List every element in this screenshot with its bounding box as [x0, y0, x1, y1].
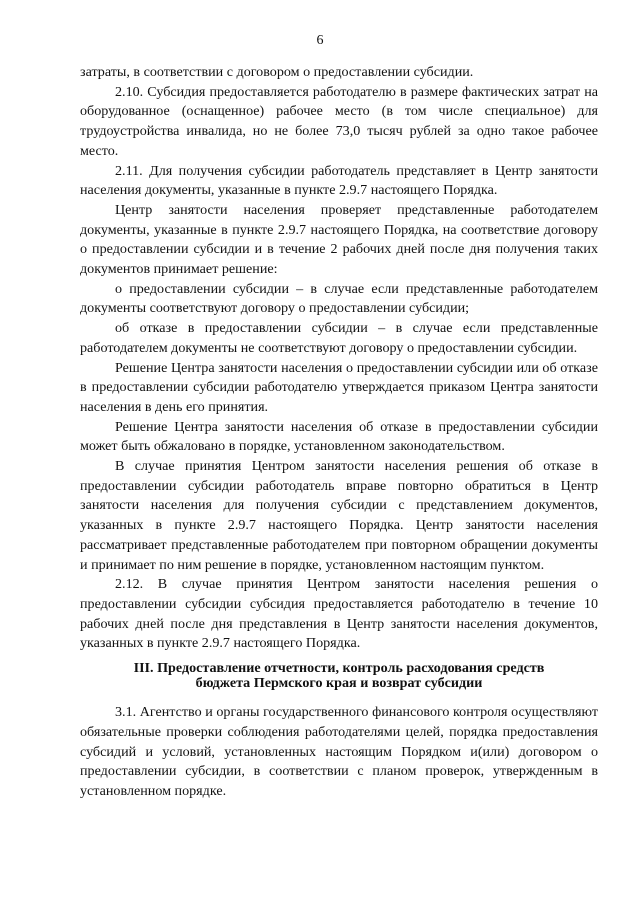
paragraph-verification: Центр занятости населения проверяет представленные работодателем документы, указанные в пункте 2.9.7 настоящего Порядка, на соответствие договору о предоставлении субсидии и в течение 2 рабочих дней после дня получения таких документов принимает решение:: [80, 201, 598, 278]
section-heading: [80, 661, 598, 691]
paragraph-continuation: затраты, в соответствии с договором о предоставлении субсидии.: [80, 64, 474, 80]
paragraph-2-10: 2.10. Субсидия предоставляется работодателю в размере фактических затрат на оборудованное (оснащенное) рабочее место (в том числе специальное) для трудоустройства инвалида, но не более 73,0 тысяч рублей за одно такое рабочее место.: [80, 83, 598, 159]
paragraph-decision-approval: Решение Центра занятости населения о предоставлении субсидии или об отказе в предоставлении субсидии работодателю утверждается приказом Центра занятости населения в день его принятия.: [80, 359, 598, 415]
page-number: 6: [316, 33, 324, 48]
paragraph-3-1: 3.1. Агентство и органы государственного финансового контроля осуществляют обязательные проверки соблюдения работодателями целей, порядка предоставления субсидий и условий, установленных настоящим Порядком и(или) договором о предоставлении субсидии, в соответствии с планом проверок, утвержденным в установленном порядке.: [80, 704, 598, 799]
paragraph-2-11: 2.11. Для получения субсидии работодатель представляет в Центр занятости населения документы, указанные в пункте 2.9.7 настоящего Порядка.: [80, 162, 598, 199]
document-body: [80, 63, 598, 802]
section-heading-line-2: бюджета Пермского края и возврат субсидии: [195, 675, 483, 692]
section-heading-line-1: III. Предоставление отчетности, контроль расходования средств: [133, 660, 545, 677]
paragraph-appeal: Решение Центра занятости населения об отказе в предоставлении субсидии может быть обжаловано в порядке, установленном законодательством.: [80, 418, 598, 455]
paragraph-2-12: 2.12. В случае принятия Центром занятости населения решения о предоставлении субсидии субсидия предоставляется работодателю в течение 10 рабочих дней после дня представления в Центр занятости населения документов, указанных в пункте 2.9.7 настоящего Порядка.: [80, 576, 598, 652]
paragraph-decision-refuse: об отказе в предоставлении субсидии – в случае если представленные работодателем документы не соответствуют договору о предоставлении субсидии.: [80, 320, 598, 356]
paragraph-reapplication: В случае принятия Центром занятости населения решения об отказе в предоставлении субсидии работодатель вправе повторно обратиться в Центр занятости населения для получения субсидии с представлением документов, указанных в пункте 2.9.7 настоящего Порядка. Центр занятости населения рассматривает представленные работодателем при повторном обращении документы и принимает по ним решение в порядке, установленном настоящим пунктом.: [80, 458, 598, 573]
paragraph-decision-grant: о предоставлении субсидии – в случае если представленные работодателем документы соответствуют договору о предоставлении субсидии;: [80, 280, 598, 317]
